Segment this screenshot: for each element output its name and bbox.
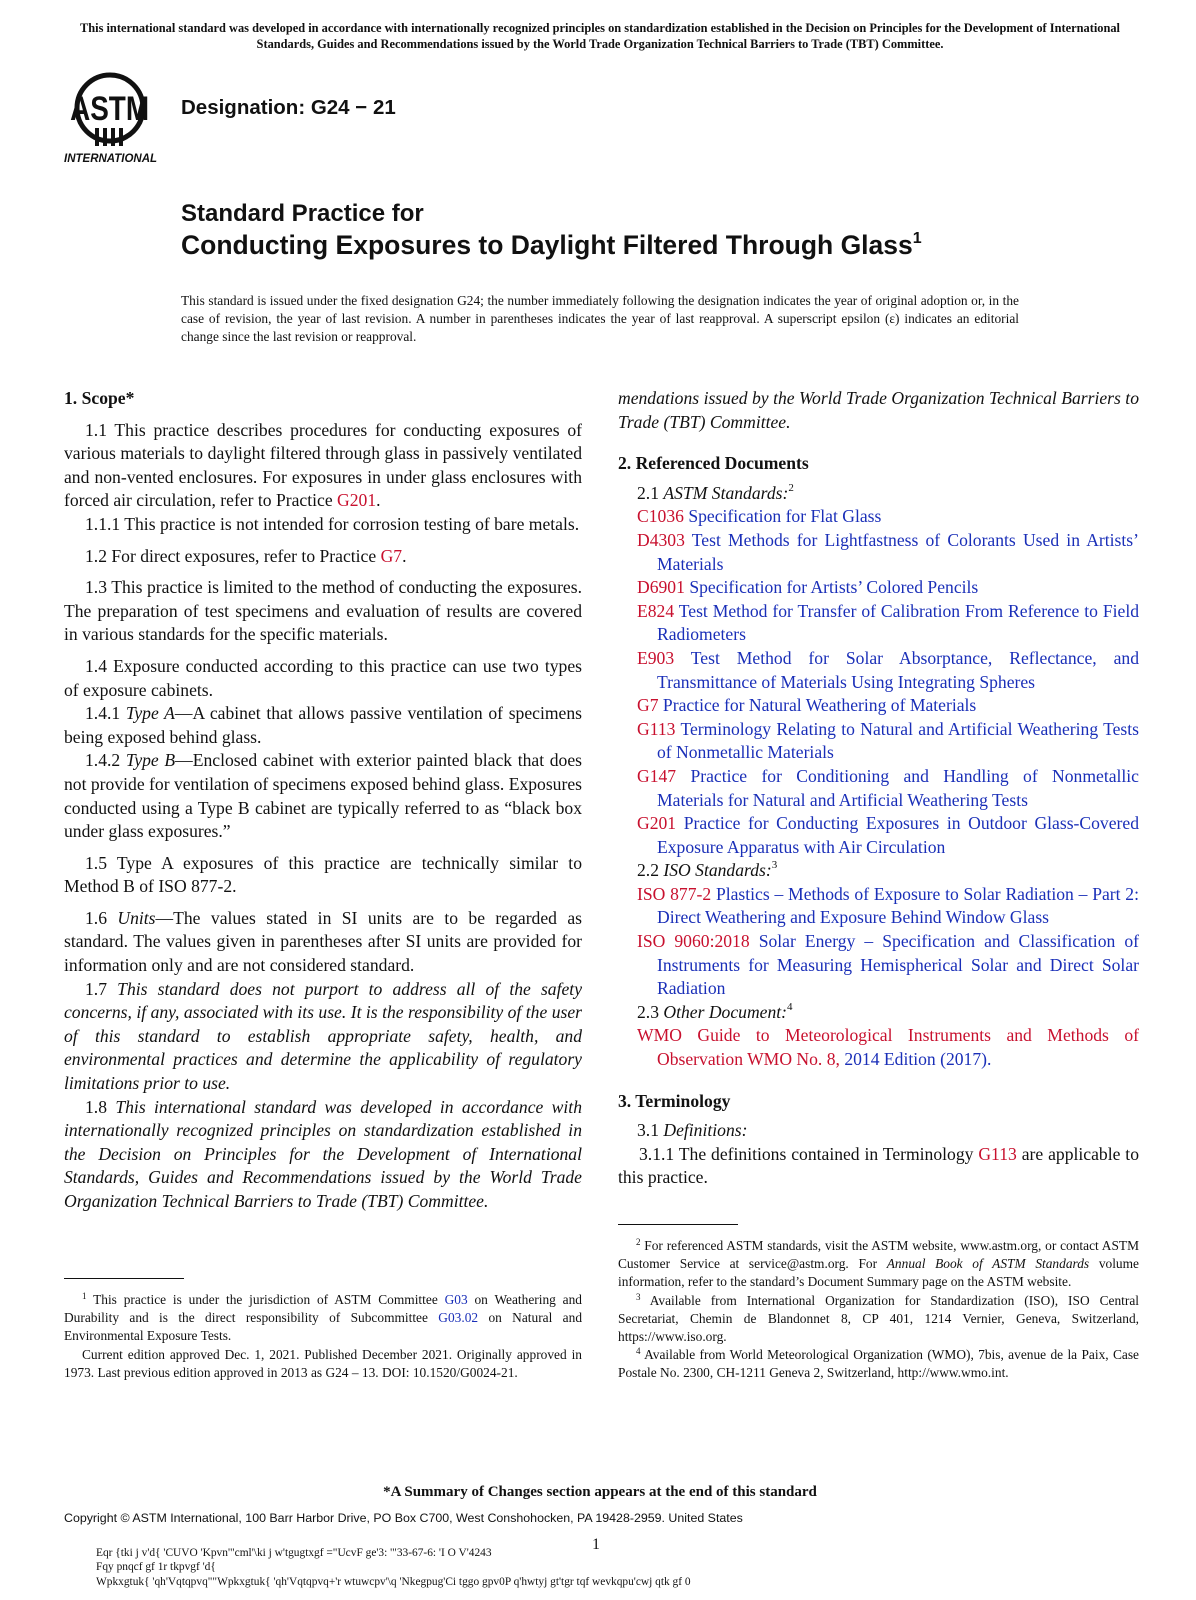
reference-code[interactable]: E824 xyxy=(637,600,675,621)
svg-text:ASTM: ASTM xyxy=(70,89,150,128)
iso-standards-label: 2.2 ISO Standards:$^3$ xyxy=(637,859,778,881)
license-line-2: Fqy pnqcf gf 1r tkpvgf 'd{ xyxy=(96,1561,216,1574)
reference-item[interactable] xyxy=(637,647,1139,694)
section-3-heading: 3. Terminology xyxy=(618,1090,731,1111)
reference-item[interactable] xyxy=(637,529,1139,576)
para-1-6: 1.6 Units—The values stated in SI units are to be regarded as standard. The values given in parentheses after SI units are provided for information only and are not considered standard. xyxy=(64,907,583,976)
reference-code[interactable]: G147 xyxy=(637,765,677,786)
copyright-line: Copyright © ASTM International, 100 Barr Harbor Drive, PO Box C700, West Conshohocken, PA 19428-2959. United States xyxy=(64,1511,743,1525)
reference-wmo[interactable]: WMO Guide to Meteorological Instruments and Methods of Observation WMO No. 8, 2014 Edition (2017). xyxy=(637,1025,1139,1070)
reference-title[interactable]: Practice for Conducting Exposures in Outdoor Glass-Covered Exposure Apparatus with Air Circulation xyxy=(657,813,1139,857)
para-1-8-tail: mendations issued by the World Trade Organization Technical Barriers to Trade (TBT) Committee. xyxy=(618,388,1139,432)
footnote-3: $^3$ Available from International Organization for Standardization (ISO), ISO Central Secretariat, Chemin de Blandonnet 8, CP 401, 1214 Vernier, Geneva, Switzerland, https://www.iso.org. xyxy=(618,1291,1139,1345)
title-text: Conducting Exposures to Daylight Filtered Through Glass xyxy=(181,230,913,260)
link-g113[interactable]: G113 xyxy=(978,1143,1017,1164)
para-1-4-1: 1.4.1 Type A—A cabinet that allows passive ventilation of specimens being exposed behind glass. xyxy=(64,703,582,747)
reference-item[interactable] xyxy=(637,576,1139,600)
reference-title[interactable]: Solar Energy – Specification and Classification of Instruments for Measuring Hemispherical Solar and Direct Solar Radiation xyxy=(657,931,1139,999)
reference-item[interactable] xyxy=(637,718,1139,765)
iso-reference-list xyxy=(618,883,1139,1001)
reference-item[interactable] xyxy=(637,765,1139,812)
reference-code[interactable]: C1036 xyxy=(637,506,684,527)
license-line-1: Eqr {tki j v'd{ 'CUVO 'Kpvn'"cml'\ki j w'tgugtxgf ="UcvF ge'3: '"33-67-6: 'I O V'4243 xyxy=(96,1547,492,1559)
astm-logo-icon xyxy=(62,70,172,166)
reference-item[interactable] xyxy=(637,883,1139,930)
reference-item[interactable] xyxy=(637,930,1139,1001)
link-g03[interactable]: G03 xyxy=(444,1292,468,1307)
para-1-8-continued xyxy=(618,387,1139,434)
logo-subtext: INTERNATIONAL xyxy=(64,153,158,165)
reference-code[interactable]: ISO 877-2 xyxy=(637,883,712,904)
reference-title[interactable]: Practice for Natural Weathering of Materials xyxy=(662,695,977,716)
title-line-1: Standard Practice for xyxy=(181,200,424,227)
link-g201[interactable]: G201 xyxy=(337,490,377,511)
para-1-7: 1.7 This standard does not purport to address all of the safety concerns, if any, associated with its use. It is the responsibility of the user of this standard to establish appropriate safety, health, and environmental practices and determine the applicability of regulatory limitations prior to use. xyxy=(64,978,583,1094)
issuance-statement: This standard is issued under the fixed designation G24; the number immediately following the designation indicates the year of original adoption or, in the case of revision, the year of last revision. A number in parentheses indicates the year of last reapproval. A superscript epsilon (ε) indicates an editorial change since the last revision or reapproval. xyxy=(181,293,1019,345)
astm-standards-label: 2.1 ASTM Standards:$^2$ xyxy=(637,481,794,503)
para-1-1: 1.1 This practice describes procedures for conducting exposures of various materials to daylight filtered through glass in passively ventilated and non-vented enclosures. For exposures in under glass enclosures with forced air circulation, refer to Practice G201. xyxy=(64,419,582,511)
license-line-3: Wpkxgtuk{ 'qh'Vqtqpvq""Wpkxgtuk{ 'qh'Vqtqpvq+'r wtuwcpv'\q 'Nkegpug'Ci tggo gpv0P q'hwtyj gt'tgr tqf wevkqpu'cwj qtk gf 0 xyxy=(96,1575,691,1588)
para-1-5: 1.5 Type A exposures of this practice are technically similar to Method B of ISO 877-2. xyxy=(64,852,582,897)
footnote-rule-left xyxy=(64,1278,184,1279)
reference-title[interactable]: Specification for Flat Glass xyxy=(688,506,882,527)
para-1-2: 1.2 For direct exposures, refer to Practice G7. xyxy=(85,545,407,566)
astm-logo xyxy=(62,70,172,166)
para-1-4: 1.4 Exposure conducted according to this practice can use two types of exposure cabinets. xyxy=(64,655,582,700)
reference-item[interactable] xyxy=(637,600,1139,647)
reference-title[interactable]: Specification for Artists’ Colored Pencils xyxy=(689,577,979,598)
footnote-2: $^2$ For referenced ASTM standards, visit the ASTM website, www.astm.org, or contact ASTM Customer Service at service@astm.org. For Annual Book of ASTM Standards volume information, refer to the standard’s Document Summary page on the ASTM website. xyxy=(618,1237,1139,1290)
summary-of-changes-note: *A Summary of Changes section appears at the end of this standard xyxy=(383,1484,817,1500)
reference-item[interactable] xyxy=(637,694,1139,718)
footnotes-left xyxy=(64,1291,582,1382)
link-g03-02[interactable]: G03.02 xyxy=(438,1310,479,1326)
reference-item[interactable] xyxy=(637,505,1139,529)
astm-reference-list xyxy=(618,505,1139,859)
reference-code[interactable]: D4303 xyxy=(637,529,685,550)
title-footnote-mark: 1 xyxy=(912,230,922,247)
para-1-4-2: 1.4.2 Type B—Enclosed cabinet with exterior painted black that does not provide for ventilation of specimens exposed behind glass. Exposures conducted using a Type B cabinet are typically referred to as “black box under glass exposures.” xyxy=(64,750,583,842)
reference-code[interactable]: G113 xyxy=(637,718,676,739)
title-line-2 xyxy=(181,230,922,261)
reference-code[interactable]: E903 xyxy=(637,647,675,668)
other-document-label: 2.3 Other Document:$^4$ xyxy=(637,1000,793,1022)
reference-title[interactable]: Test Method for Transfer of Calibration From Reference to Field Radiometers xyxy=(657,600,1140,645)
para-1-8: 1.8 This international standard was developed in accordance with internationally recognized principles on standardization established in the Decision on Principles for the Development of International Standards, Guides and Recommendations issued by the World Trade Organization Technical Barriers to Trade (TBT) Committee. xyxy=(64,1096,582,1211)
footnote-4: $^4$ Available from World Meteorological Organization (WMO), 7bis, avenue de la Paix, Case Postale No. 2300, CH-1211 Geneva 2, Switzerland, http://www.wmo.int. xyxy=(618,1346,1139,1381)
reference-title[interactable]: Practice for Conditioning and Handling of Nonmetallic Materials for Natural and Artificial Weathering Tests xyxy=(657,765,1139,810)
section-2-heading: 2. Referenced Documents xyxy=(618,453,809,474)
para-1-1-1: 1.1.1 This practice is not intended for corrosion testing of bare metals. xyxy=(85,513,580,534)
reference-code[interactable]: ISO 9060:2018 xyxy=(637,931,750,952)
wto-notice: This international standard was developed in accordance with internationally recognized principles on standardization established in the Decision on Principles for the Development of International Standards, Guides and Recommendations issued by the World Trade Organization Technical Barriers to Trade (TBT) Committee. xyxy=(79,21,1121,51)
footnote-rule-right xyxy=(618,1224,738,1225)
reference-item[interactable] xyxy=(637,812,1139,859)
para-1-3: 1.3 This practice is limited to the method of conducting the exposures. The preparation of test specimens and evaluation of results are covered in various standards for the specific materials. xyxy=(64,577,582,645)
left-column xyxy=(64,387,582,1214)
page-number: 1 xyxy=(592,1536,600,1553)
section-1-heading: 1. Scope* xyxy=(64,388,135,408)
reference-title[interactable]: Test Methods for Lightfastness of Colorants Used in Artists’ Materials xyxy=(657,529,1139,574)
reference-title[interactable]: Plastics – Methods of Exposure to Solar Radiation – Part 2: Direct Weathering and Exposure Behind Window Glass xyxy=(657,883,1139,928)
para-3-1-1: 3.1.1 The definitions contained in Terminology G113 are applicable to this practice. xyxy=(618,1143,1139,1188)
reference-code[interactable]: G201 xyxy=(637,813,677,834)
footnotes-right xyxy=(618,1237,1139,1383)
link-g7[interactable]: G7 xyxy=(380,545,403,566)
reference-code[interactable]: D6901 xyxy=(637,577,685,598)
footnote-1-edition: Current edition approved Dec. 1, 2021. Published December 2021. Originally approved in 1973. Last previous edition approved in 2013 as G24 – 13. DOI: 10.1520/G0024-21. xyxy=(64,1346,582,1380)
license-watermark-text xyxy=(96,1546,691,1589)
designation: Designation: G24 − 21 xyxy=(181,96,396,119)
right-column xyxy=(618,387,1139,1190)
footnote-1: $^1$ This practice is under the jurisdiction of ASTM Committee G03 on Weathering and Durability and is the direct responsibility of Subcommittee G03.02 on Natural and Environmental Exposure Tests. xyxy=(64,1291,583,1344)
para-3-1: 3.1 Definitions: xyxy=(637,1120,748,1141)
reference-title[interactable]: Test Method for Solar Absorptance, Reflectance, and Transmittance of Materials Using Integrating Spheres xyxy=(657,647,1139,692)
reference-code[interactable]: G7 xyxy=(637,695,659,716)
reference-title[interactable]: Terminology Relating to Natural and Artificial Weathering Tests of Nonmetallic Materials xyxy=(657,718,1139,763)
